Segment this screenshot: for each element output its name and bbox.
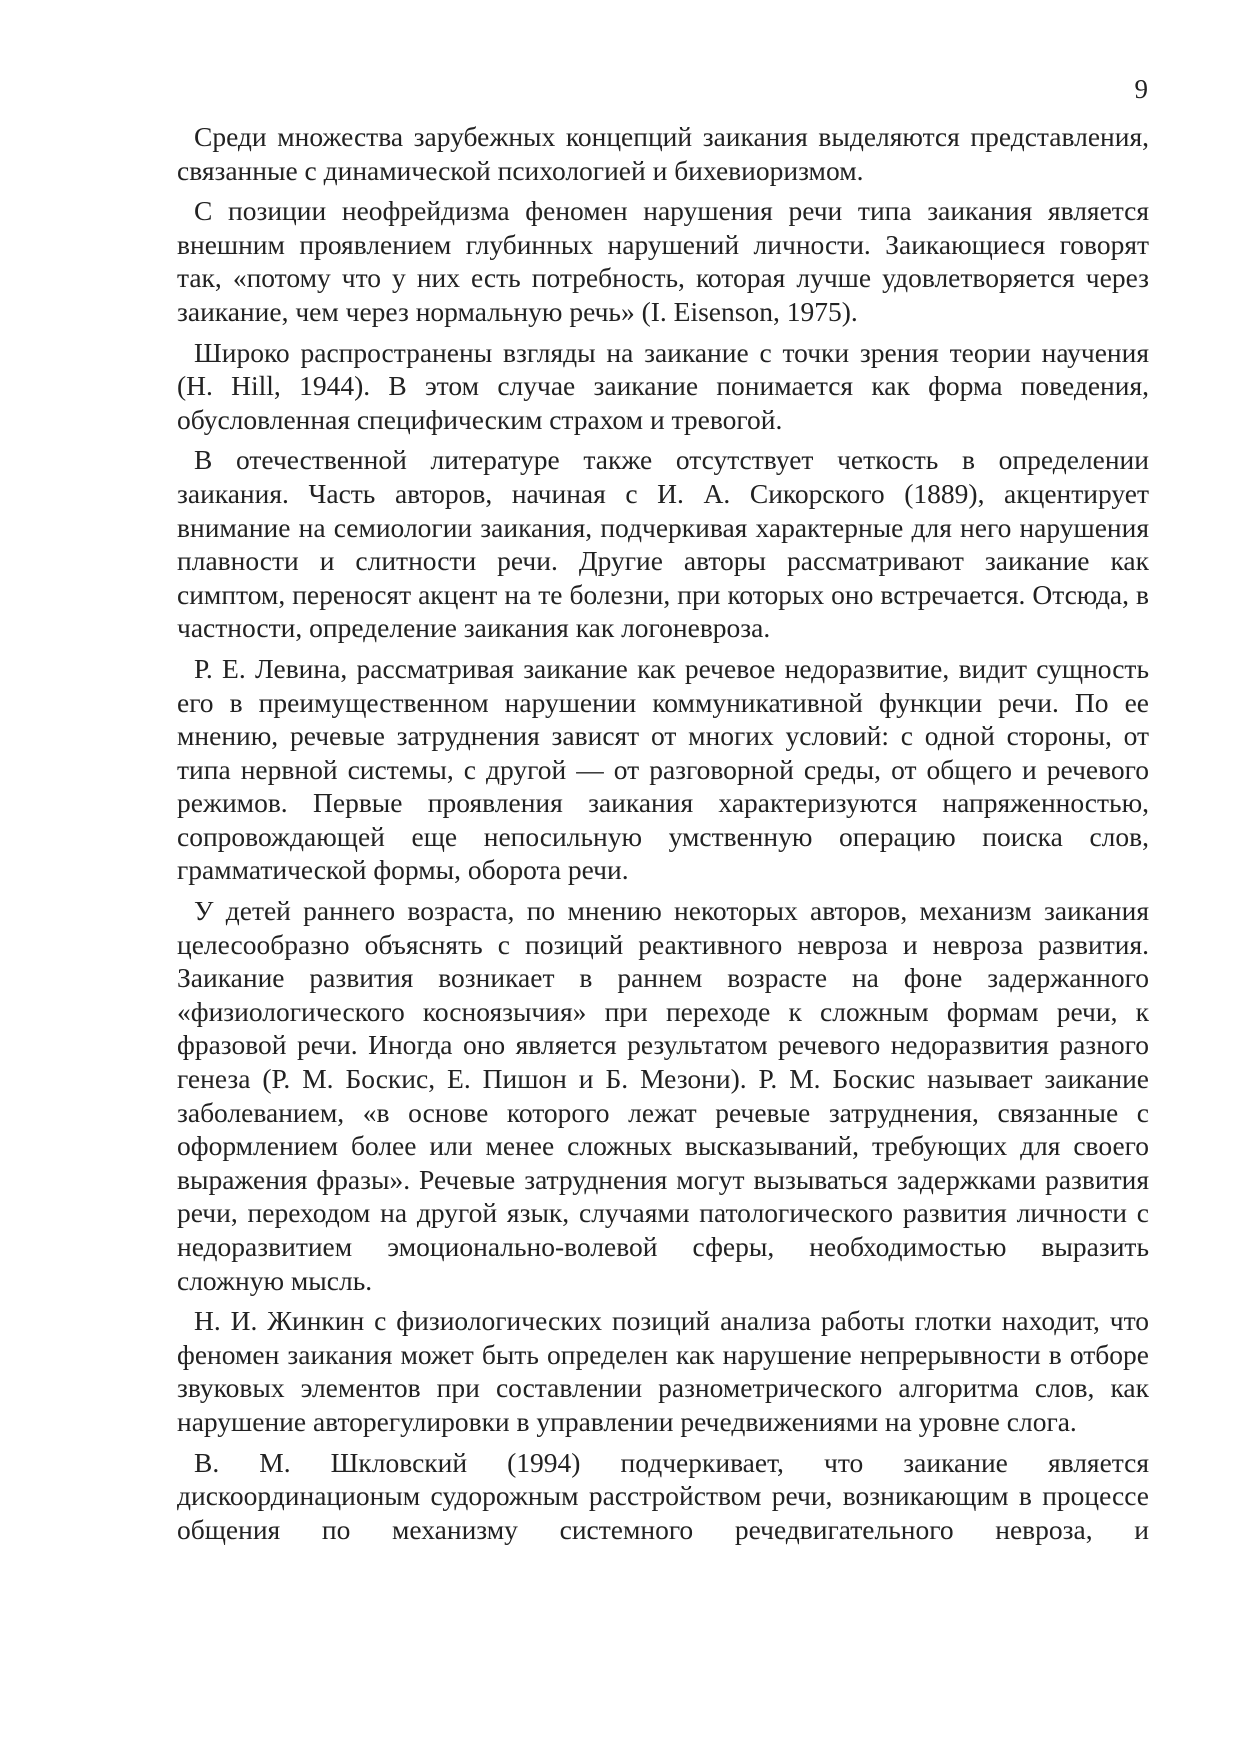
paragraph-6: У детей раннего возраста, по мнению некоторых авторов, механизм заикания целесообразно объяснять с позиций реактивного невроза и невроза развития. Заикание развития возникает в раннем возрасте на фоне задержанного «физиологического косноязычия» при переходе к сложным формам речи, к фразовой речи. Иногда оно является результатом речевого недоразвития разного генеза (Р. М. Боскис, Е. Пишон и Б. Мезони). Р. М. Боскис называет заикание заболеванием, «в основе которого лежат речевые затруднения, связанные с оформлением более или менее сложных высказываний, требующих для своего выражения фразы». Речевые затруднения могут вызываться задержками развития речи, переходом на другой язык, случаями патологического развития личности с недоразвитием эмоционально-волевой сферы, необходимостью выразить сложную мысль. — [177, 895, 1149, 1296]
body-text — [177, 120, 1149, 1553]
paragraph-1: Среди множества зарубежных концепций заикания выделяются представления, связанные с динамической психологией и бихевиоризмом. — [177, 121, 1149, 186]
paragraph-3: Широко распространены взгляды на заикание с точки зрения теории научения (Н. Hill, 1944). В этом случае заикание понимается как форма поведения, обусловленная специфическим страхом и тревогой. — [177, 336, 1149, 435]
paragraph-5: Р. Е. Левина, рассматривая заикание как речевое недоразвитие, видит сущность его в преимущественном нарушении коммуникативной функции речи. По ее мнению, речевые затруднения зависят от многих условий: с одной стороны, от типа нервной системы, с другой — от разговорной среды, от общего и речевого режимов. Первые проявления заикания характеризуются напряженностью, сопровождающей еще непосильную умственную операцию поиска слов, грамматической формы, оборота речи. — [177, 652, 1149, 886]
paragraph-7: Н. И. Жинкин с физиологических позиций анализа работы глотки находит, что феномен заикания может быть определен как нарушение непрерывности в отборе звуковых элементов при составлении разнометрического алгоритма слов, как нарушение авторегулировки в управлении речедвижениями на уровне слога. — [177, 1305, 1149, 1437]
paragraph-4: В отечественной литературе также отсутствует четкость в определении заикания. Часть авторов, начиная с И. А. Сикорского (1889), акцентирует внимание на семиологии заикания, подчеркивая характерные для него нарушения плавности и слитности речи. Другие авторы рассматривают заикание как симптом, переносят акцент на те болезни, при которых оно встречается. Отсюда, в частности, определение заикания как логоневроза. — [177, 444, 1149, 644]
paragraph-8: В. М. Шкловский (1994) подчеркивает, что заикание является дискоординационым судорожным расстройством речи, возникающим в процессе общения по механизму системного речедвигательного невроза, и — [177, 1446, 1149, 1545]
page-number: 9 — [1134, 74, 1148, 104]
paragraph-2: С позиции неофрейдизма феномен нарушения речи типа заикания является внешним проявлением глубинных нарушений личности. Заикающиеся говорят так, «потому что у них есть потребность, которая лучше удовлетворяется через заикание, чем через нормальную речь» (I. Eisenson, 1975). — [177, 195, 1149, 327]
